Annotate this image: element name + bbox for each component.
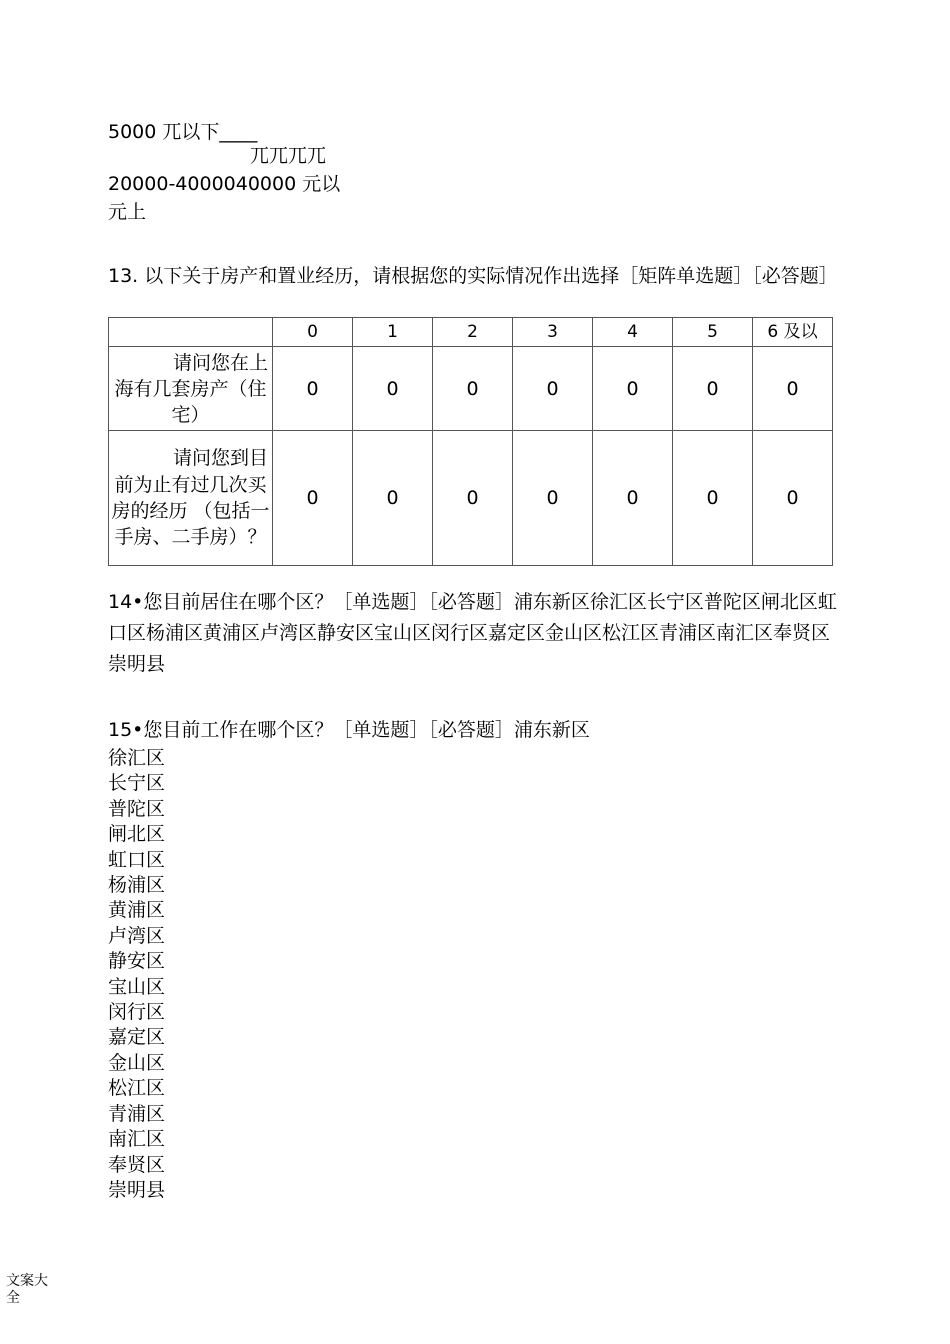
q15-title: 15•您目前工作在哪个区？［单选题］［必答题］浦东新区: [108, 719, 590, 741]
q15-option[interactable]: 徐汇区: [108, 747, 166, 769]
matrix-option-cell[interactable]: 0: [513, 431, 593, 566]
q15-options-list: [108, 746, 165, 1203]
q15-option[interactable]: 宝山区: [108, 975, 166, 998]
matrix-corner-cell: [109, 318, 273, 347]
matrix-header-row: [109, 318, 833, 347]
q12-option-line-4: 元上: [108, 201, 147, 223]
matrix-column-header: 5: [673, 318, 753, 347]
matrix-column-header: 4: [593, 318, 673, 347]
q13-matrix-table: [108, 317, 833, 566]
matrix-option-cell[interactable]: 0: [433, 347, 513, 431]
matrix-column-header: 3: [513, 318, 593, 347]
matrix-option-cell[interactable]: 0: [673, 431, 753, 566]
q15-option[interactable]: 南汇区: [108, 1128, 166, 1151]
matrix-option-cell[interactable]: 0: [753, 347, 833, 431]
matrix-option-cell[interactable]: 0: [353, 431, 433, 566]
q12-option-line-1: 5000 兀以下____: [108, 121, 258, 143]
matrix-option-cell[interactable]: 0: [593, 347, 673, 431]
matrix-column-header: 1: [353, 318, 433, 347]
q15-option[interactable]: 崇明县: [108, 1178, 166, 1201]
q13-title: 13. 以下关于房产和置业经历，请根据您的实际情况作出选择［矩阵单选题］［必答题］: [108, 265, 838, 287]
matrix-column-header: 0: [273, 318, 353, 347]
matrix-row-question: 请问您在上海有几套房产（住宅）: [109, 347, 273, 431]
q15-option[interactable]: 虹口区: [108, 848, 166, 871]
q12-option-line-2: 兀兀兀兀: [250, 145, 327, 167]
q15-option[interactable]: 闵行区: [108, 1001, 166, 1024]
matrix-column-header: 6 及以: [753, 318, 833, 347]
matrix-option-cell[interactable]: 0: [273, 431, 353, 566]
matrix-option-cell[interactable]: 0: [433, 431, 513, 566]
footer-watermark-text: 文案大全: [6, 1273, 48, 1306]
q15-option[interactable]: 静安区: [108, 950, 166, 973]
q15-option[interactable]: 青浦区: [108, 1102, 166, 1125]
matrix-option-cell[interactable]: 0: [753, 431, 833, 566]
matrix-option-cell[interactable]: 0: [593, 431, 673, 566]
q15-option[interactable]: 杨浦区: [108, 874, 166, 897]
matrix-row-question: 请问您到目前为止有过几次买房的经历 （包括一手房、二手房）？: [109, 431, 273, 566]
matrix-row: [109, 347, 833, 431]
q15-option[interactable]: 金山区: [108, 1051, 166, 1074]
matrix-option-cell[interactable]: 0: [513, 347, 593, 431]
q15-option[interactable]: 奉贤区: [108, 1153, 166, 1176]
q15-option[interactable]: 松江区: [108, 1077, 166, 1100]
matrix-row: [109, 431, 833, 566]
matrix-option-cell[interactable]: 0: [673, 347, 753, 431]
q15-option[interactable]: 黄浦区: [108, 899, 166, 922]
q15-option[interactable]: 卢湾区: [108, 924, 166, 947]
q15-option[interactable]: 闸北区: [108, 823, 166, 846]
q15-option[interactable]: 普陀区: [108, 797, 166, 820]
q12-option-line-3: 20000-4000040000 元以: [108, 173, 341, 195]
matrix-column-header: 2: [433, 318, 513, 347]
q14-question-text: 14•您目前居住在哪个区？［单选题］［必答题］浦东新区徐汇区长宁区普陀区闸北区虹口区杨浦区黄浦区卢湾区静安区宝山区闵行区嘉定区金山区松江区青浦区南汇区奉贤区崇明县: [108, 591, 837, 675]
q15-option[interactable]: 长宁区: [108, 772, 166, 795]
q15-option[interactable]: 嘉定区: [108, 1026, 166, 1049]
matrix-option-cell[interactable]: 0: [353, 347, 433, 431]
matrix-option-cell[interactable]: 0: [273, 347, 353, 431]
